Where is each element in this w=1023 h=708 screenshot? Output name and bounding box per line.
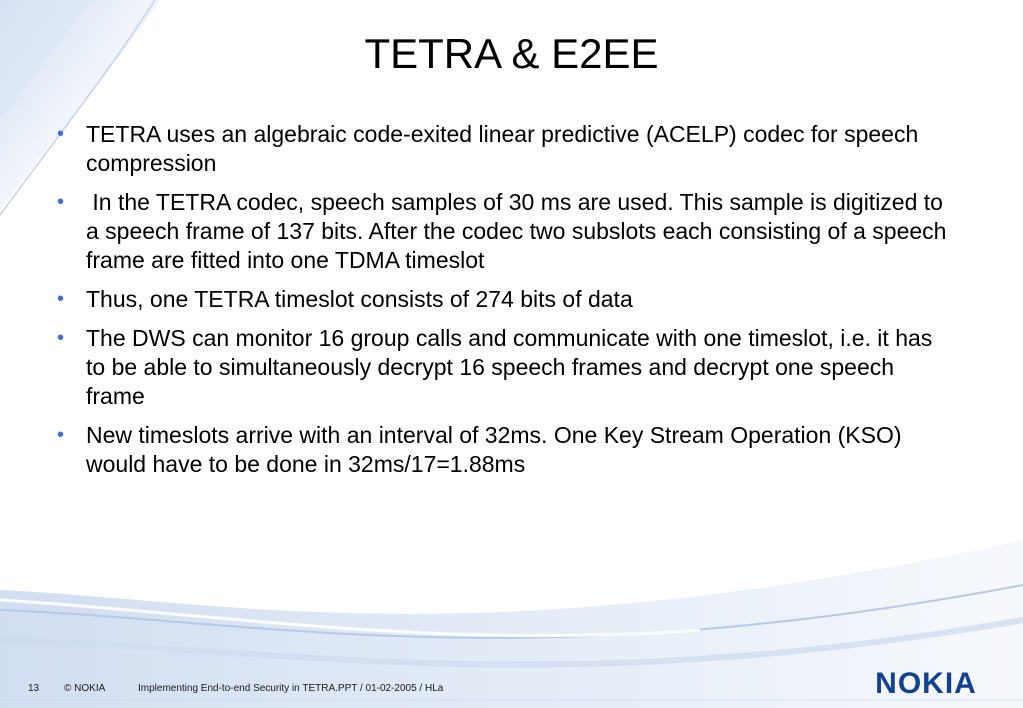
bullet-item bbox=[55, 285, 955, 314]
bullet-text: In the TETRA codec, speech samples of 30 ms are used. This sample is digitized to a speech frame of 137 bits. After the codec two subslots each consisting of a speech frame are fitted into one TDMA timeslot bbox=[86, 189, 953, 273]
page-number: 13 bbox=[28, 683, 40, 694]
bullet-icon: • bbox=[57, 327, 65, 349]
nokia-logo-text: NOKIA bbox=[875, 667, 977, 697]
bullet-text: TETRA uses an algebraic code-exited linear predictive (ACELP) codec for speech compression bbox=[86, 121, 919, 176]
bullet-icon: • bbox=[57, 424, 65, 446]
bullet-icon: • bbox=[57, 123, 65, 145]
nokia-logo bbox=[860, 667, 992, 697]
bullet-list bbox=[55, 120, 955, 489]
slide-title: TETRA & E2EE bbox=[364, 30, 659, 77]
copyright-text: © NOKIA bbox=[64, 683, 106, 694]
bullet-icon: • bbox=[57, 191, 65, 213]
bullet-item bbox=[55, 188, 955, 275]
bullet-icon: • bbox=[57, 288, 65, 310]
bullet-text: Thus, one TETRA timeslot consists of 274 bits of data bbox=[86, 286, 633, 312]
document-info: Implementing End-to-end Security in TETRA.PPT / 01-02-2005 / HLa bbox=[138, 683, 444, 694]
bullet-item bbox=[55, 421, 955, 479]
bullet-text: New timeslots arrive with an interval of 32ms. One Key Stream Operation (KSO) would have to be done in 32ms/17=1.88ms bbox=[86, 422, 902, 477]
bullet-item bbox=[55, 324, 955, 411]
bullet-item bbox=[55, 120, 955, 178]
bullet-text: The DWS can monitor 16 group calls and communicate with one timeslot, i.e. it has to be able to simultaneously decrypt 16 speech frames and decrypt one speech frame bbox=[86, 325, 933, 409]
